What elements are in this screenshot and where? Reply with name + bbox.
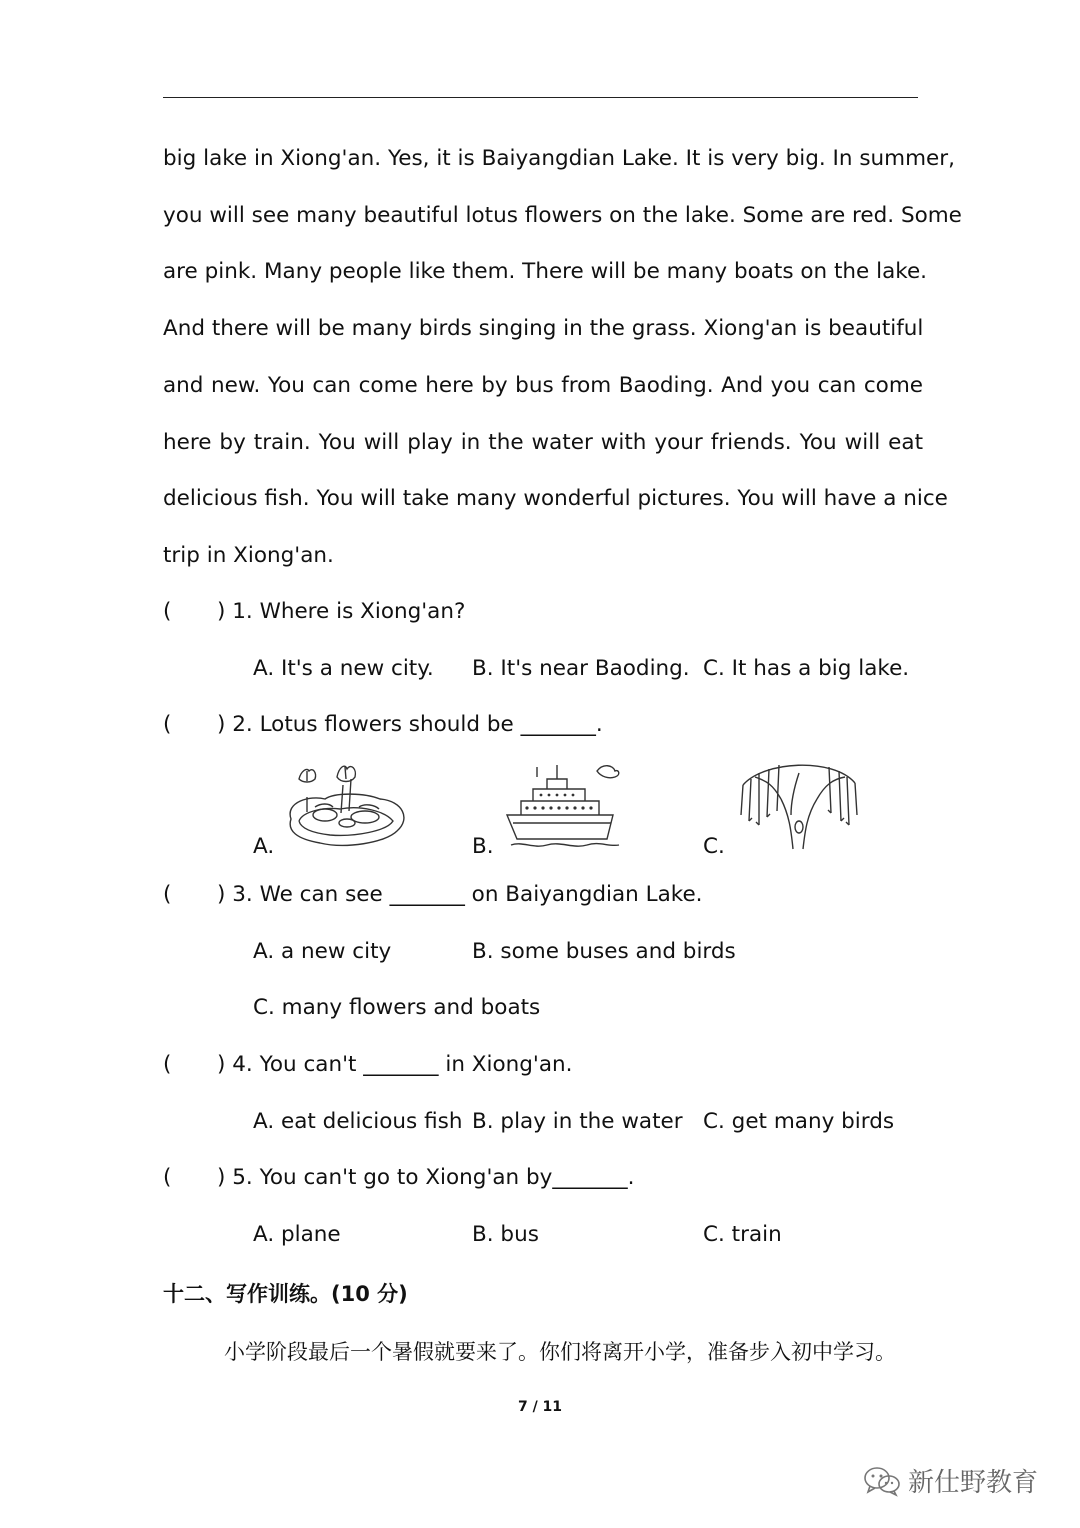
question-text: ) 2. Lotus flowers should be _______. bbox=[217, 712, 603, 737]
passage-line: you will see many beautiful lotus flowers on the lake. Some are red. Some bbox=[163, 202, 962, 228]
page-number: 7 / 11 bbox=[517, 1399, 563, 1415]
answer-blank[interactable]: ( bbox=[163, 712, 172, 737]
answer-blank[interactable]: ( bbox=[163, 599, 172, 624]
question-4 bbox=[163, 1051, 572, 1079]
option-a: A. a new city bbox=[253, 939, 392, 964]
option-c: C. It has a big lake. bbox=[703, 656, 910, 681]
option-c: C. many flowers and boats bbox=[253, 995, 541, 1020]
passage-line: And there will be many birds singing in the grass. Xiong'an is beautiful bbox=[163, 316, 924, 342]
option-c: C. bbox=[703, 834, 725, 859]
question-5 bbox=[163, 1164, 634, 1192]
passage-line: here by train. You will play in the water with your friends. You will eat bbox=[163, 429, 923, 455]
question-text: ) 3. We can see _______ on Baiyangdian Lake. bbox=[217, 882, 703, 907]
option-a: A. plane bbox=[253, 1222, 341, 1247]
section-heading: 十二、写作训练。(10 分) bbox=[163, 1282, 408, 1306]
option-b: B. bus bbox=[472, 1222, 539, 1247]
section-text: 小学阶段最后一个暑假就要来了。你们将离开小学，准备步入初中学习。 bbox=[224, 1340, 896, 1364]
question-text: ) 5. You can't go to Xiong'an by_______. bbox=[217, 1165, 635, 1190]
option-c: C. train bbox=[703, 1222, 782, 1247]
option-b: B. play in the water bbox=[472, 1109, 683, 1134]
lotus-pond-icon bbox=[285, 757, 410, 852]
passage-line: delicious fish. You will take many wonderful pictures. You will have a nice bbox=[163, 486, 948, 512]
passage-line: are pink. Many people like them. There will be many boats on the lake. bbox=[163, 259, 928, 285]
option-b: B. some buses and birds bbox=[472, 939, 736, 964]
ship-icon bbox=[503, 757, 623, 855]
option-a: A. eat delicious fish bbox=[253, 1109, 463, 1134]
willow-tree-icon bbox=[733, 755, 865, 853]
question-1 bbox=[163, 598, 465, 626]
question-2 bbox=[163, 711, 603, 739]
option-b: B. It's near Baoding. bbox=[472, 656, 690, 681]
watermark-text: 新仕野教育 bbox=[908, 1468, 1039, 1498]
question-3 bbox=[163, 881, 703, 909]
option-c: C. get many birds bbox=[703, 1109, 895, 1134]
option-a: A. bbox=[253, 834, 275, 859]
wechat-icon bbox=[862, 1465, 902, 1497]
answer-blank[interactable]: ( bbox=[163, 882, 172, 907]
header-rule bbox=[163, 97, 918, 98]
question-text: ) 1. Where is Xiong'an? bbox=[217, 599, 466, 624]
passage-line: big lake in Xiong'an. Yes, it is Baiyangdian Lake. It is very big. In summer, bbox=[163, 146, 955, 171]
reading-passage bbox=[163, 131, 962, 585]
passage-line: trip in Xiong'an. bbox=[163, 542, 334, 568]
watermark bbox=[862, 1462, 1038, 1499]
passage-line: and new. You can come here by bus from Baoding. And you can come bbox=[163, 372, 923, 398]
option-a: A. It's a new city. bbox=[253, 656, 434, 681]
answer-blank[interactable]: ( bbox=[163, 1052, 172, 1077]
option-b: B. bbox=[472, 834, 494, 859]
answer-blank[interactable]: ( bbox=[163, 1165, 172, 1190]
question-text: ) 4. You can't _______ in Xiong'an. bbox=[217, 1052, 573, 1077]
